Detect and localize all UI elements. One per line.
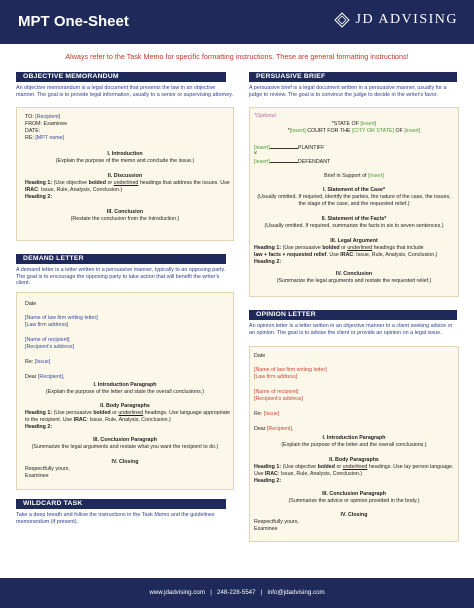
demand-body-heading: II. Body Paragraphs [100, 403, 150, 409]
plaintiff-underline [270, 143, 298, 149]
demand-closing-line: Respectfully yours, [25, 466, 70, 472]
memo-re-line: RE: [MPT name] [25, 135, 65, 141]
demand-intro-text: (Explain the purpose of the letter and state the overall conclusions.) [45, 389, 205, 395]
objective-memo-description: An objective memorandum is a legal document that presents the law in an objective manner. The goal is to provide legal information, usually to a senior or supervising attorney. [16, 85, 234, 98]
opinion-letter-description: An opinion letter is a letter written in an objective manner to a client seeking advice or an opinion. The goal is to advise the client or provide an opinion on a legal issue. [249, 323, 453, 336]
demand-recipient-name: [Name of recipient] [25, 337, 70, 343]
logo-mark-icon [334, 12, 350, 28]
demand-heading-1: Heading 1: (Use persuasive bolded or underlined headings. Use language appropriate [25, 410, 230, 416]
brief-soc-heading: I. Statement of the Case* [322, 187, 386, 193]
opinion-intro-heading: I. Introduction Paragraph [322, 435, 386, 441]
memo-irac-line: IRAC: Issue, Rule, Analysis, Conclusion.) [25, 187, 123, 193]
page-title: MPT One-Sheet [18, 13, 129, 30]
demand-re-line: Re: [Issue] [25, 359, 51, 365]
objective-memo-heading: OBJECTIVE MEMORANDUM [16, 72, 226, 82]
demand-conclusion-text: (Summarize the legal arguments and restate what you want the recipient to do.) [31, 444, 219, 450]
memo-conclusion-text: (Restate the conclusion from the Introduction.) [70, 216, 180, 222]
brief-support-line: Brief in Support of [insert] [324, 173, 384, 179]
footer-website-link[interactable]: www.jdadvising.com [149, 589, 206, 596]
brief-versus: v. [254, 150, 258, 156]
opinion-re-line: Re: [Issue] [254, 411, 280, 417]
memo-intro-heading: I. Introduction [107, 151, 143, 157]
demand-heading-2: Heading 2: [25, 424, 53, 430]
brief-court-line: *[insert] COURT FOR THE [CITY OR STATE] OF [insert] [287, 128, 421, 134]
brief-defendant-line: [insert] DEFENDANT [254, 159, 331, 165]
brief-optional-note: *Optional [254, 113, 276, 119]
opinion-heading-2: Heading 2: [254, 478, 282, 484]
memo-date-line: DATE: [25, 128, 41, 134]
brief-conclusion-heading: IV. Conclusion [335, 271, 373, 277]
demand-firm-address: [Law firm address] [25, 322, 69, 328]
opinion-closing-heading: IV. Closing [340, 512, 368, 518]
page-header [0, 0, 474, 44]
memo-discussion-heading: II. Discussion [107, 173, 143, 179]
opinion-salutation: Dear [Recipient], [254, 426, 294, 432]
brief-soc-text: (Usually omitted. If required, identify the parties, the nature of the case, the issues, the stage of the case, and the requested relief.) [257, 194, 451, 207]
opinion-conclusion-heading: III. Conclusion Paragraph [322, 491, 386, 497]
brief-heading-1: Heading 1: (Use persuasive bolded or underlined headings that include [254, 245, 424, 251]
demand-letter-heading: DEMAND LETTER [16, 254, 226, 264]
opinion-heading-1: Heading 1: (Use objective bolded or underlined headings. Use lay person language. [254, 464, 454, 470]
brief-heading-2: Heading 2: [254, 259, 282, 265]
demand-date: Date [25, 301, 37, 307]
page-footer [0, 578, 474, 608]
brief-conclusion-text: (Summarize the legal arguments and restate the requested relief.) [276, 278, 432, 284]
footer-separator: | [260, 589, 263, 596]
demand-closing-heading: IV. Closing [111, 459, 139, 465]
demand-irac-line: to the recipient. Use IRAC: Issue, Rule, Analysis, Conclusion.) [25, 417, 171, 423]
brief-sof-text: (Usually omitted. If required, summarize the facts in six to seven sentences.) [264, 223, 444, 229]
demand-intro-heading: I. Introduction Paragraph [93, 382, 157, 388]
persuasive-brief-description: A persuasive brief is a legal document written in a persuasive manner, usually for a judge to review. The goal is to convince the judge to decide in the writer's favor. [249, 85, 447, 98]
memo-heading-1: Heading 1: (Use objective bolded or underlined headings that address the issues. Use [25, 180, 230, 186]
brief-state-line: *STATE OF [insert] [331, 121, 377, 127]
opinion-irac-line: Use IRAC: Issue, Rule, Analysis, Conclusion.) [254, 471, 363, 477]
memo-intro-text: (Explain the purpose of the memo and conclude the issue.) [55, 158, 195, 164]
format-notice: Always refer to the Task Memo for specific formatting instructions. These are general formatting instructions! [65, 52, 409, 61]
objective-memo-template [16, 107, 234, 241]
opinion-signature: Examinee [254, 526, 278, 532]
footer-phone[interactable]: 248-228-5547 [216, 589, 256, 596]
brief-irac-line: law + facts + requested relief. Use IRAC: Issue, Rule, Analysis, Conclusion.) [254, 252, 438, 258]
demand-salutation: Dear [Recipient], [25, 374, 65, 380]
opinion-closing-line: Respectfully yours, [254, 519, 299, 525]
opinion-firm-address: [Law firm address] [254, 374, 298, 380]
opinion-letter-heading: OPINION LETTER [249, 310, 457, 320]
footer-email-link[interactable]: info@jdadvising.com [267, 589, 325, 596]
wildcard-task-heading: WILDCARD TASK [16, 499, 226, 509]
demand-conclusion-heading: III. Conclusion Paragraph [93, 437, 157, 443]
brief-argument-heading: III. Legal Argument [330, 238, 378, 244]
brand-name: JD ADVISING [355, 12, 458, 27]
demand-letter-template [16, 292, 234, 490]
opinion-recipient-name: [Name of recipient] [254, 389, 299, 395]
persuasive-brief-template [249, 107, 459, 297]
memo-from-line: FROM: Examinee [25, 121, 68, 127]
demand-letter-description: A demand letter is a letter written in a persuasive manner, typically to an opposing party. The goal is to encourage the opposing party to take action that will benefit the writer's client. [16, 267, 226, 286]
opinion-conclusion-text: (Summarize the advice or opinion provided in the body.) [288, 498, 420, 504]
brief-sof-heading: II. Statement of the Facts* [321, 216, 387, 222]
demand-signature: Examinee [25, 473, 49, 479]
memo-conclusion-heading: III. Conclusion [106, 209, 144, 215]
opinion-letter-template [249, 346, 459, 542]
opinion-body-heading: II. Body Paragraphs [329, 457, 379, 463]
brand-logo [334, 12, 458, 28]
memo-to-line: TO: [Recipient] [25, 114, 61, 120]
demand-recipient-address: [Recipient's address] [25, 344, 75, 350]
defendant-underline [270, 157, 298, 163]
brief-plaintiff-line: [insert] PLAINTIFF [254, 145, 325, 151]
opinion-recipient-address: [Recipient's address] [254, 396, 304, 402]
memo-heading-2: Heading 2: [25, 194, 53, 200]
opinion-date: Date [254, 353, 266, 359]
demand-firm-name: [Name of law firm writing letter] [25, 315, 98, 321]
opinion-intro-text: (Explain the purpose of the letter and the overall conclusions.) [281, 442, 427, 448]
opinion-firm-name: [Name of law firm writing letter] [254, 367, 327, 373]
persuasive-brief-heading: PERSUASIVE BRIEF [249, 72, 457, 82]
wildcard-task-description: Take a deep breath and follow the instructions in the Task Memo and the guidelines memorandum (if present). [16, 512, 215, 525]
footer-separator: | [210, 589, 212, 596]
